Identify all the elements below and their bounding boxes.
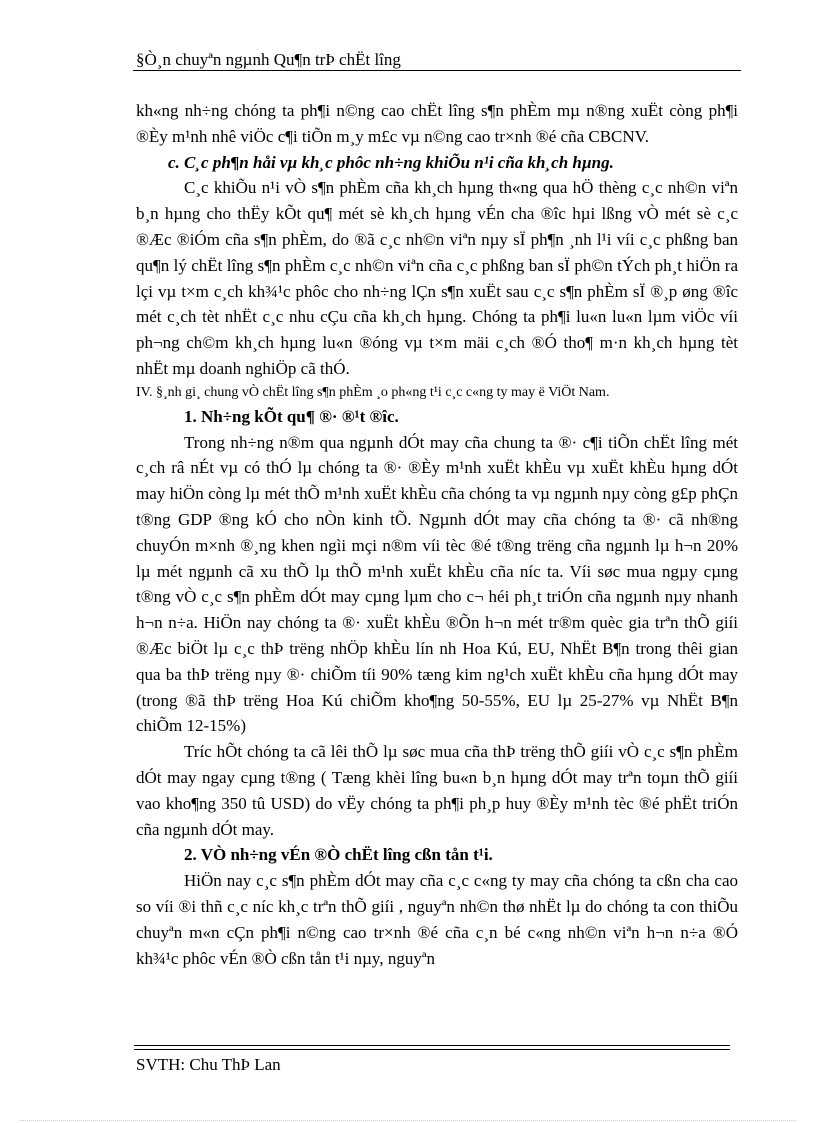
document-body (136, 98, 738, 971)
paragraph-2: C¸c khiÕu n¹i vÒ s¶n phÈm cña kh¸ch hµng th«ng qua hÖ thèng c¸c nh©n viªn b¸n hµng cho thËy kÕt qu¶ mét sè kh¸ch hµng vÉn cha ®îc hµi lßng vÒ mét sè c¸c ®Æc ®iÓm cña s¶n phÈm, do ®ã c¸c nh©n viªn nµy sÏ ph¶n ¸nh l¹i víi c¸c phßng ban qu¶n lý chËt lîng s¶n phÈm c¸c nh©n viªn cña c¸c phßng ban sÏ ph©n tÝch ph¸t hiÖn ra lçi vµ t×m c¸ch kh¾¹c phôc cho nh÷ng lÇn s¶n xuËt sau c¸c s¶n phÈm sÏ ®¸p øng ®îc mét c¸ch tèt nhËt c¸c nhu cÇu cña kh¸ch hµng. Chóng ta ph¶i lu«n lu«n lµm viÖc víi ph¬ng ch©m kh¸ch hµng lu«n ®óng vµ t×m mäi c¸ch ®Ó tho¶ m·n kh¸ch hµng tèt nhËt mµ doanh nghiÖp cã thÓ. (136, 178, 738, 378)
subheading-c: c. C¸c ph¶n håi vµ kh¸c phôc nh÷ng khiÕu n¹i cña kh¸ch hµng. (168, 152, 614, 172)
footer-rule-double (134, 1049, 730, 1050)
section-iv-heading: IV. §¸nh gi¸ chung vÒ chËt lîng s¶n phÈm ¸o ph«ng t¹i c¸c c«ng ty may ë ViÖt Nam. (136, 384, 610, 400)
paragraph-1: kh«ng nh÷ng chóng ta ph¶i n©ng cao chËt lîng s¶n phÈm mµ n®ng xuËt còng ph¶i ®Èy m¹nh nhê viÖc c¶i tiÕn m¸y m£c vµ n©ng cao tr×nh ®é cña CBCNV. (136, 101, 738, 146)
page-header-title: §Ò¸n chuyªn ngµnh Qu¶n trÞ chËt lîng (136, 50, 401, 69)
footer-rule (134, 1045, 730, 1046)
heading-1: 1. Nh÷ng kÕt qu¶ ®· ®¹t ®îc. (184, 406, 399, 426)
page-edge-border (20, 1120, 796, 1121)
header-rule (133, 70, 741, 71)
paragraph-3: Trong nh÷ng n®m qua ngµnh dÓt may cña chung ta ®· c¶i tiÕn chËt lîng mét c¸ch râ nÉt vµ có thÓ lµ chóng ta ®· ®Èy m¹nh xuËt khÈu vµ xuËt khÈu hµng dÓt may hiÖn còng lµ mét thÕ m¹nh xuËt khÈu cña chóng ta vµ ngµnh nµy còng g£p phÇn t®ng GDP ®ng kÓ cho nÒn kinh tÕ. Ngµnh dÓt may cña chóng ta ®· cã nh®ng chuyÓn m×nh ®¸ng khen ngìi mçi n®m víi tèc ®é t®ng trëng cña ngµnh lµ h¬n 20% lµ mét ngµnh cã xu thÕ lµ thÕ m¹nh xuËt khÈu cña níc ta. Víi søc mua ngµy cµng t®ng vÒ c¸c s¶n phÈm dÓt may cµng lµm cho c¬ héi ph¸t triÓn cña ngµnh nµy nhanh h¬n n÷a. HiÖn nay chóng ta ®· xuËt khÈu ®Õn h¬n mét tr®m quèc gia trªn thÕ giíi ®Æc biÖt lµ c¸c thÞ trëng nhÖp khÈu lín nh Hoa Kú, EU, NhËt B¶n trong thêi gian qua ba thÞ trëng nµy ®· chiÕm tíi 90% tæng kim ng¹ch xuËt khÈu cña hµng dÓt may (trong ®ã thÞ trëng Hoa Kú chiÕm kho¶ng 50-55%, EU lµ 25-27% vµ NhËt B¶n chiÕm 12-15%) (136, 432, 738, 736)
paragraph-4: Tríc hÕt chóng ta cã lêi thÕ lµ søc mua cña thÞ trëng thÕ giíi vÒ c¸c s¶n phÈm dÓt may ngay cµng t®ng ( Tæng khèi lîng bu«n b¸n hµng dÓt may trªn toµn thÕ giíi vao kho¶ng 350 tû USD) do vËy chóng ta ph¶i ph¸p huy ®Èy m¹nh tèc ®é phËt triÓn cña ngµnh dÓt may. (136, 742, 738, 839)
heading-2: 2. VÒ nh÷ng vÉn ®Ò chËt lîng cßn tån t¹i. (184, 845, 493, 865)
paragraph-5: HiÖn nay c¸c s¶n phÈm dÓt may cña c¸c c«ng ty may cña chóng ta cßn cha cao so víi ®i thñ c¸c níc kh¸c trªn thÕ giíi , nguyªn nh©n thø nhËt lµ do chóng ta con thiÕu chuyªn m«n cÇn ph¶i n©ng cao tr×nh ®é cña c¸n bé c«ng nh©n viªn h¬n n÷a ®Ó kh¾¹c phôc vÉn ®Ò cßn tån t¹i nµy, nguyªn (136, 871, 738, 968)
footer-author: SVTH: Chu ThÞ Lan (136, 1055, 281, 1074)
